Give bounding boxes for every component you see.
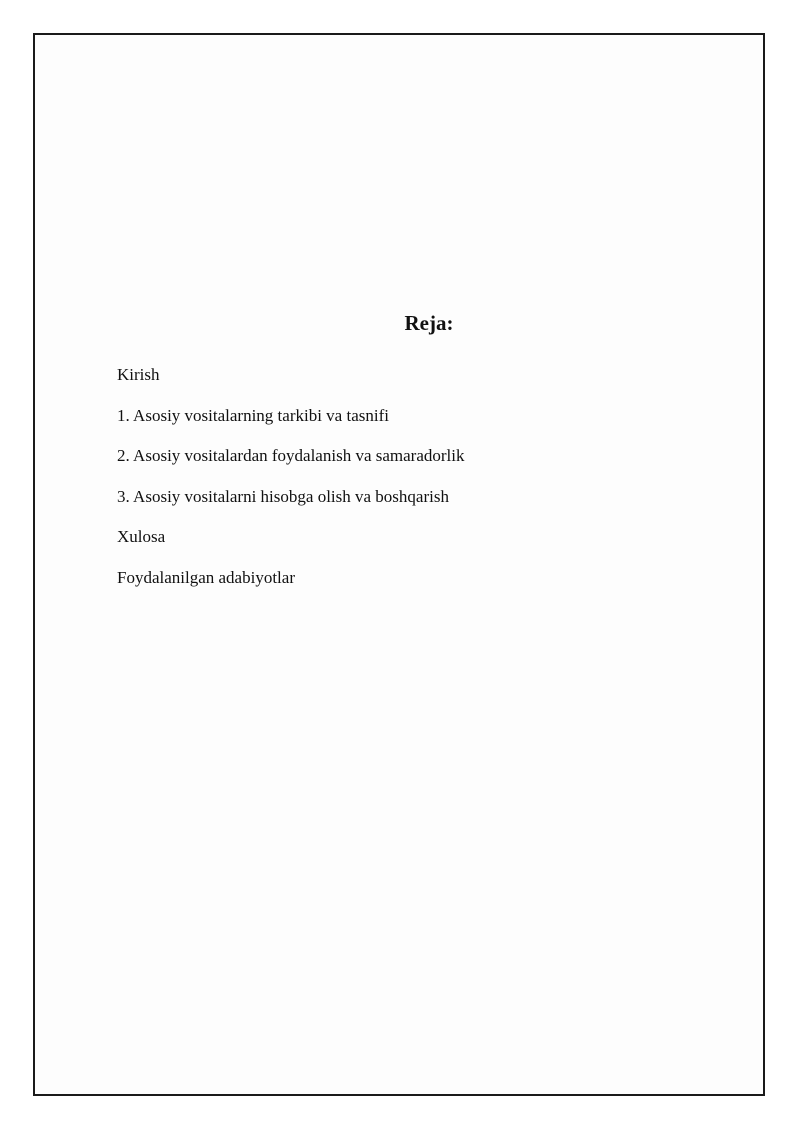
toc-item-chapter-3: 3. Asosiy vositalarni hisobga olish va boshqarish	[117, 486, 449, 506]
table-of-contents	[117, 355, 464, 598]
toc-item-conclusion: Xulosa	[117, 527, 166, 546]
toc-item-chapter-2: 2. Asosiy vositalardan foydalanish va samaradorlik	[117, 446, 465, 465]
toc-item-references: Foydalanilgan adabiyotlar	[117, 567, 295, 587]
toc-item-chapter-1: 1. Asosiy vositalarning tarkibi va tasnifi	[117, 405, 389, 425]
page-title: Reja:	[404, 311, 454, 335]
toc-item-introduction: Kirish	[117, 365, 160, 384]
page-frame	[33, 33, 765, 1096]
